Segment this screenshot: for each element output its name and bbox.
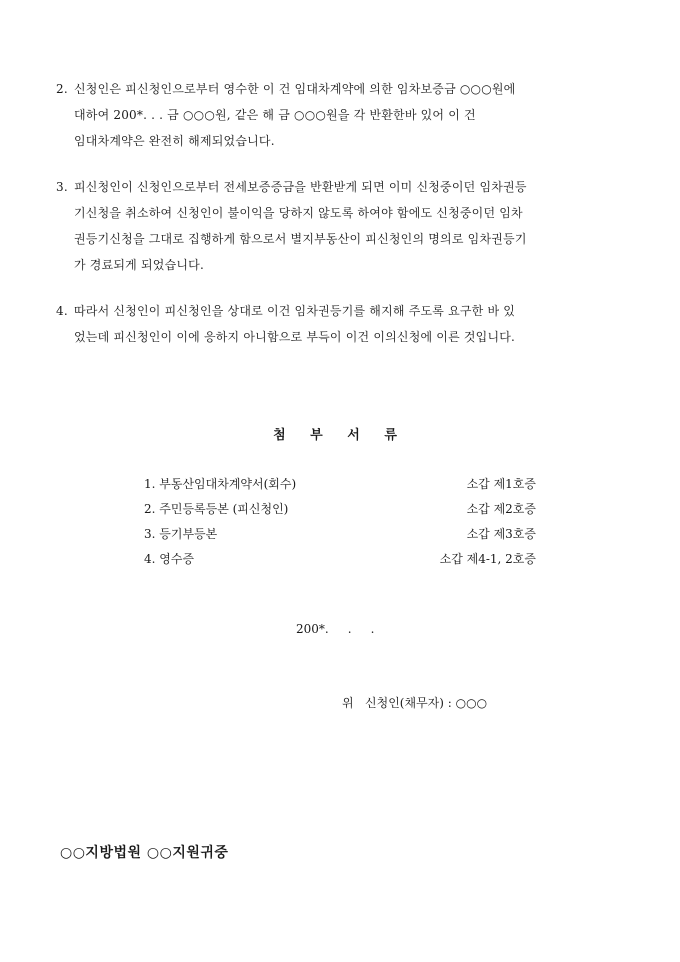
paragraph-line: 임대차계약은 완전히 해제되었습니다. <box>74 134 275 148</box>
attachment-item <box>144 472 536 497</box>
paragraph-number: 2. <box>56 82 68 96</box>
paragraph-line: 피신청인이 신청인으로부터 전세보증증금을 반환받게 되면 이미 신청중이던 임차권등 <box>74 180 527 194</box>
paragraph-number: 3. <box>56 180 68 194</box>
attachment-ref: 소갑 제2호증 <box>466 502 536 516</box>
attachment-label: 4. 영수증 <box>144 552 195 566</box>
paragraph-3 <box>56 174 636 278</box>
paragraph-line: 권등기신청을 그대로 집행하게 함으로서 별지부동산이 피신청인의 명의로 임차권등기 <box>74 232 527 246</box>
paragraph-2 <box>56 76 636 154</box>
attachment-item <box>144 497 536 522</box>
attachments-title: 첨 부 서 류 <box>273 428 407 443</box>
attachment-ref: 소갑 제3호증 <box>466 527 536 541</box>
attachment-ref: 소갑 제1호증 <box>466 477 536 491</box>
paragraph-line: 대하여 200*. . . 금 ○○○원, 같은 해 금 ○○○원을 각 반환한바 있어 이 건 <box>74 108 476 122</box>
paragraph-line: 가 경료되게 되었습니다. <box>74 258 204 272</box>
signer-line: 위 신청인(채무자) : ○○○ <box>342 696 488 710</box>
attachment-item <box>144 547 536 572</box>
paragraph-line: 기신청을 취소하여 신청인이 불이익을 당하지 않도록 하여야 함에도 신청중이던 임차 <box>74 206 523 220</box>
paragraph-line: 었는데 피신청인이 이에 응하지 아니함으로 부득이 이건 이의신청에 이른 것입니다. <box>74 330 516 344</box>
paragraph-number: 4. <box>56 304 68 318</box>
attachment-item <box>144 522 536 547</box>
attachment-label: 3. 등기부등본 <box>144 527 218 541</box>
attachment-label: 1. 부동산임대차계약서(회수) <box>144 477 297 491</box>
attachment-ref: 소갑 제4-1, 2호증 <box>439 552 536 566</box>
paragraph-line: 따라서 신청인이 피신청인을 상대로 이건 임차권등기를 해지해 주도록 요구한 바 있 <box>74 304 516 318</box>
paragraph-4 <box>56 298 636 350</box>
paragraph-line: 신청인은 피신청인으로부터 영수한 이 건 임대차계약에 의한 임차보증금 ○○○원에 <box>74 82 516 96</box>
filing-date: 200*. . . <box>296 622 375 636</box>
attachment-label: 2. 주민등록등본 (피신청인) <box>144 502 289 516</box>
court-addressee: ○○지방법원 ○○지원귀중 <box>60 845 229 861</box>
attachments-list <box>144 472 536 572</box>
